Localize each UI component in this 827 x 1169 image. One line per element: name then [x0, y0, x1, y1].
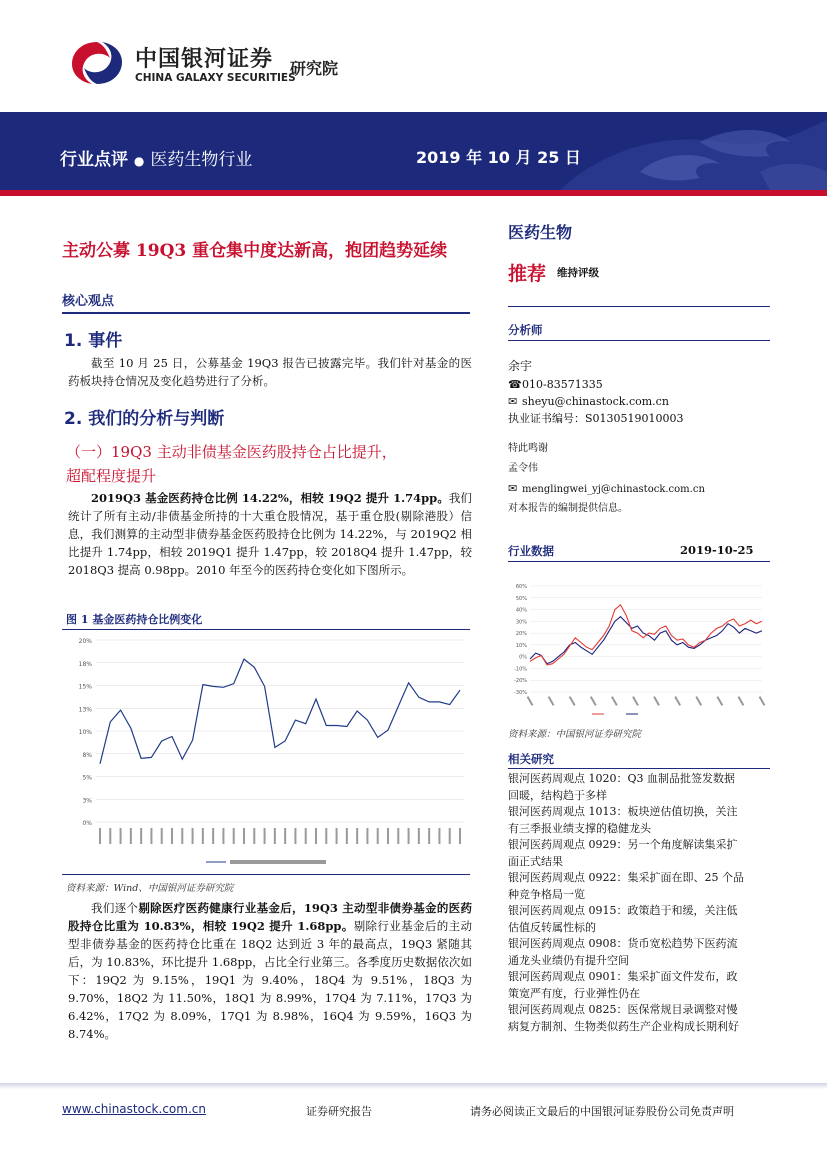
chart2-y-tick: 60%	[515, 584, 527, 590]
chart1-x-tick-mark	[305, 828, 307, 844]
para2-text: 剔除行业基金后的主动型非债券基金的医药持仓比重在 18Q2 达到近 3 年的最高点，19Q3 紧随其后，为 10.83%，环比提升 1.68pp，占比全行业第三。各季度历史数据依次如下：19Q2 为 9.15%，19Q1 为 9.40%，18Q4 为 9.51%，18Q3 为 9.70%，18Q2 为 11.50%，18Q1 为 8.99%，17Q4 为 7.11%，17Q3 为 6.42%，17Q2 为 8.09%，17Q1 为 8.98%，16Q4 为 9.59%，16Q3 为 8.74%。	[68, 919, 472, 1041]
banner-red-stripe	[0, 190, 827, 196]
chart1-x-tick-mark	[192, 828, 194, 844]
section2-heading: 2. 我们的分析与判断	[64, 409, 225, 429]
chart2-y-tick: 0%	[519, 654, 527, 661]
footer-report-label: 证券研究报告	[306, 1105, 372, 1118]
chart1-x-tick-mark	[212, 828, 214, 844]
analyst-phone-row	[508, 376, 603, 393]
chart1-x-tick-mark	[171, 828, 173, 844]
section1-paragraph: 截至 10 月 25 日，公募基金 19Q3 报告已披露完毕。我们针对基金的医药板块持仓情况及变化趋势进行了分析。	[68, 356, 472, 388]
chart1-series-line	[100, 659, 460, 764]
chart2-x-tick-mark	[738, 696, 745, 706]
chart1-x-tick-mark	[99, 828, 101, 844]
analyst-divider	[508, 340, 770, 341]
related-item[interactable]: 银河医药周观点 0922：集采扩面在即、25 个品种竞争格局一览	[508, 871, 744, 901]
chart1-x-tick-mark	[284, 828, 286, 844]
sector-name: 医药生物	[508, 223, 573, 242]
chart1-x-tick-mark	[109, 828, 111, 844]
chart1-x-tick-mark	[356, 828, 358, 844]
chart1-x-tick-mark	[346, 828, 348, 844]
subheading-line1: （一）19Q3 主动非债基金医药股持仓占比提升，	[66, 443, 397, 461]
figure1-bottom-divider	[62, 874, 470, 875]
para2-highlight: 剔除医疗医药健康行业基金后，19Q3 主动型非债券基金的医药股持仓比重为 10.83%，相较 19Q2 提升 1.68pp。	[68, 901, 472, 933]
logo-chinese-name: 中国银河证券	[135, 47, 274, 72]
chart2-x-tick-mark	[527, 696, 534, 706]
section2-paragraph1	[68, 489, 472, 579]
related-item[interactable]: 银河医药周观点 0908：货币宽松趋势下医药流通龙头业绩仍有提升空间	[508, 937, 738, 967]
figure1-source: 资料来源：Wind、中国银河证券研究院	[66, 883, 234, 894]
chart1-x-tick-mark	[253, 828, 255, 844]
chart1-x-tick-mark	[274, 828, 276, 844]
related-item[interactable]: 银河医药周观点 0901：集采扩面文件发布，政策宽严有度，行业弹性仍在	[508, 970, 738, 1000]
figure1-top-divider	[62, 629, 470, 630]
thanks-note: 对本报告的编制提供信息。	[508, 503, 628, 514]
chart1-x-tick-mark	[418, 828, 420, 844]
chart2-x-tick-mark	[632, 696, 639, 706]
chart2-x-tick-mark	[569, 696, 576, 706]
mail-icon: ✉	[508, 482, 518, 495]
related-item[interactable]: 银河医药周观点 0915：政策趋于和缓，关注低估值反转属性标的	[508, 904, 738, 934]
core-views-label: 核心观点	[62, 294, 115, 309]
chart2-x-tick-mark	[611, 696, 618, 706]
chart1-y-tick: 3%	[82, 797, 92, 805]
fund-pharma-holding-chart	[68, 632, 470, 872]
footer-disclaimer: 请务必阅读正文最后的中国银河证券股份公司免责声明	[470, 1105, 734, 1118]
industry-data-label: 行业数据	[508, 544, 554, 558]
analyst-email-row	[508, 393, 669, 410]
chart1-x-tick-mark	[140, 828, 142, 844]
section2-subheading	[66, 440, 476, 488]
chart1-x-tick-mark	[387, 828, 389, 844]
related-divider	[508, 768, 770, 769]
chart2-y-tick: 10%	[515, 642, 527, 649]
chart1-x-tick-mark	[459, 828, 461, 844]
chart2-x-tick-mark	[695, 696, 702, 706]
related-item[interactable]: 银河医药周观点 0825：医保常规目录调整对慢病复方制剂、生物类似药生产企业构成长期利好	[508, 1003, 739, 1033]
core-divider	[62, 312, 470, 314]
chart1-y-tick: 18%	[78, 660, 92, 668]
chart2-y-tick: 50%	[515, 595, 527, 602]
analyst-name: 余宇	[508, 359, 533, 373]
chart1-x-tick-mark	[161, 828, 163, 844]
chart1-x-tick-mark	[428, 828, 430, 844]
logo-english-name: CHINA GALAXY SECURITIES	[135, 72, 296, 84]
analyst-email: sheyu@chinastock.com.cn	[522, 395, 669, 408]
chart1-y-tick: 13%	[78, 706, 92, 714]
industry-data-date: 2019-10-25	[680, 543, 754, 557]
chart1-x-tick-mark	[130, 828, 132, 844]
chart1-x-tick-mark	[366, 828, 368, 844]
industry-name: 医药生物行业	[150, 150, 253, 170]
chart1-x-tick-mark	[222, 828, 224, 844]
chart1-x-tick-mark	[397, 828, 399, 844]
analyst-phone: 010-83571335	[522, 378, 603, 391]
bullet-icon: ●	[133, 154, 145, 168]
related-item[interactable]: 银河医药周观点 1020：Q3 血制品批签发数据回暖，结构趋于多样	[508, 772, 736, 802]
report-type-line	[60, 145, 252, 170]
rating: 推荐	[508, 263, 547, 285]
phone-icon: ☎	[508, 378, 522, 391]
related-research-list	[508, 771, 744, 1035]
chart1-x-tick-mark	[181, 828, 183, 844]
chart2-x-tick-mark	[674, 696, 681, 706]
rating-divider	[508, 306, 770, 307]
subheading-line2: 超配程度提升	[66, 467, 157, 485]
galaxy-logo-icon	[68, 38, 126, 88]
chart1-x-tick-mark	[336, 828, 338, 844]
chart2-y-tick: -30%	[514, 690, 527, 696]
chart2-y-tick: -20%	[514, 678, 527, 685]
industry-index-chart	[508, 582, 768, 720]
analyst-label: 分析师	[508, 323, 543, 337]
chart1-x-tick-mark	[438, 828, 440, 844]
chart1-x-tick-mark	[377, 828, 379, 844]
rating-maintain: 维持评级	[557, 267, 599, 279]
para2-lead: 我们逐个	[91, 901, 139, 915]
footer-divider	[0, 1083, 827, 1089]
chart1-x-tick-mark	[264, 828, 266, 844]
chart2-y-tick: -10%	[514, 666, 527, 673]
chart1-y-tick: 10%	[78, 729, 92, 736]
related-item[interactable]: 银河医药周观点 1013：板块逆估值切换，关注有三季报业绩支撑的稳健龙头	[508, 805, 738, 835]
chart1-x-tick-mark	[325, 828, 327, 844]
chart1-x-tick-mark	[202, 828, 204, 844]
section2-paragraph2	[68, 899, 472, 1043]
analyst-cert: 执业证书编号：S0130519010003	[508, 412, 684, 425]
chart1-x-tick-mark	[150, 828, 152, 844]
para1-highlight: 2019Q3 基金医药持仓比例 14.22%，相较 19Q2 提升 1.74pp。	[91, 491, 449, 505]
chart2-series-line	[530, 605, 762, 665]
chart2-y-tick: 40%	[515, 607, 527, 614]
chart1-legend-label	[230, 860, 326, 864]
institute-label: 研究院	[290, 59, 339, 78]
chart2-x-tick-mark	[590, 696, 597, 706]
chart2-x-tick-mark	[759, 696, 766, 706]
chart2-y-tick: 30%	[515, 619, 527, 626]
industry-data-divider	[508, 561, 770, 562]
chart1-y-tick: 0%	[82, 820, 92, 827]
thanks-name: 孟令伟	[508, 463, 538, 474]
chart1-y-tick: 20%	[78, 638, 92, 645]
chart1-x-tick-mark	[233, 828, 235, 844]
chart2-x-tick-mark	[653, 696, 660, 706]
chart1-y-tick: 5%	[82, 774, 92, 782]
report-title: 主动公募 19Q3 重仓集中度达新高，抱团趋势延续	[62, 241, 448, 261]
chart2-y-tick: 20%	[515, 631, 527, 638]
chart1-x-tick-mark	[408, 828, 410, 844]
chart1-x-tick-mark	[243, 828, 245, 844]
thanks-email-row	[508, 481, 705, 498]
chart1-x-tick-mark	[449, 828, 451, 844]
chart1-x-tick-mark	[294, 828, 296, 844]
industry-data-source: 资料来源：中国银河证券研究院	[508, 729, 642, 740]
mail-icon: ✉	[508, 395, 518, 408]
chart1-x-tick-mark	[120, 828, 122, 844]
chart1-y-tick: 15%	[78, 683, 92, 691]
report-type: 行业点评	[60, 150, 128, 170]
chart2-x-tick-mark	[548, 696, 555, 706]
thanks-email: menglingwei_yj@chinastock.com.cn	[522, 484, 705, 495]
report-date: 2019 年 10 月 25 日	[416, 148, 581, 167]
footer-website-link[interactable]: www.chinastock.com.cn	[62, 1102, 206, 1116]
chart1-x-tick-mark	[315, 828, 317, 844]
para1-text: 我们统计了所有主动/非债基金所持的十大重仓股情况，基于重仓股(剔除港股）信息，我们测算的主动型非债券基金医药股持仓比例为 14.22%，与 2019Q2 相比提升 1.74pp，相较 2019Q1 提升 1.47pp，较 2018Q4 提升 1.47pp，较 2018Q3 提高 0.98pp。2010 年至今的医药持仓变化如下图所示。	[68, 491, 472, 577]
thanks-label: 特此鸣谢	[508, 443, 548, 454]
figure1-title: 图 1 基金医药持仓比例变化	[66, 613, 203, 626]
related-item[interactable]: 银河医药周观点 0929：另一个角度解读集采扩面正式结果	[508, 838, 738, 868]
chart1-y-tick: 8%	[82, 751, 92, 759]
chart2-x-tick-mark	[716, 696, 723, 706]
related-research-label: 相关研究	[508, 752, 554, 766]
section1-heading: 1. 事件	[64, 331, 123, 351]
